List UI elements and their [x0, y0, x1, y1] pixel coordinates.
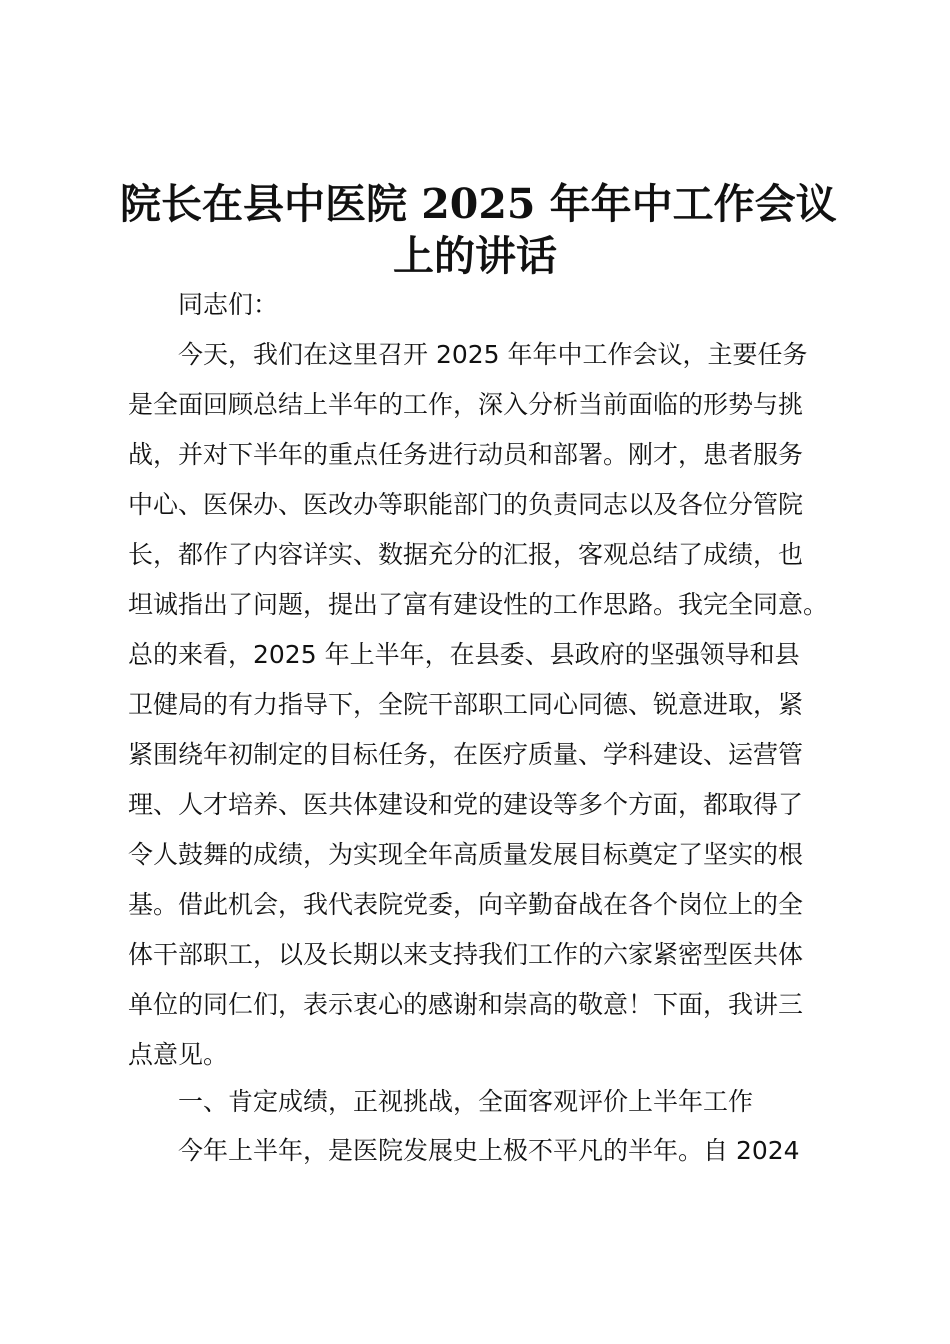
paragraph-line: 今年上半年，是医院发展史上极不平凡的半年。自 2024 [178, 1136, 800, 1165]
paragraph-line: 是全面回顾总结上半年的工作，深入分析当前面临的形势与挑 [128, 390, 804, 419]
paragraph-line: 单位的同仁们，表示衷心的感谢和崇高的敬意！下面，我讲三 [128, 990, 804, 1019]
paragraph-line: 长，都作了内容详实、数据充分的汇报，客观总结了成绩，也 [128, 540, 804, 569]
paragraph-line: 紧围绕年初制定的目标任务，在医疗质量、学科建设、运营管 [128, 740, 804, 769]
paragraph-line: 战，并对下半年的重点任务进行动员和部署。刚才，患者服务 [128, 440, 804, 469]
paragraph-line: 卫健局的有力指导下，全院干部职工同心同德、锐意进取，紧 [128, 690, 804, 719]
paragraph-line: 今天，我们在这里召开 2025 年年中工作会议，主要任务 [178, 340, 808, 369]
paragraph-line: 体干部职工，以及长期以来支持我们工作的六家紧密型医共体 [128, 940, 804, 969]
paragraph-line: 理、人才培养、医共体建设和党的建设等多个方面，都取得了 [128, 790, 804, 819]
paragraph-line: 令人鼓舞的成绩，为实现全年高质量发展目标奠定了坚实的根 [128, 840, 804, 869]
paragraph-line: 坦诚指出了问题，提出了富有建设性的工作思路。我完全同意。 [128, 590, 829, 619]
paragraph-section-1 [128, 1126, 840, 1176]
document-title [120, 178, 837, 282]
paragraph-line: 总的来看，2025 年上半年，在县委、县政府的坚强领导和县 [128, 640, 800, 669]
paragraph-line: 点意见。 [128, 1040, 229, 1069]
paragraph-line: 中心、医保办、医改办等职能部门的负责同志以及各位分管院 [128, 490, 804, 519]
title-line-1: 院长在县中医院 2025 年年中工作会议 [120, 180, 837, 228]
salutation: 同志们： [178, 290, 279, 319]
section-heading-1: 一、肯定成绩，正视挑战，全面客观评价上半年工作 [178, 1087, 754, 1116]
title-line-2: 上的讲话 [393, 232, 557, 280]
paragraph-line: 基。借此机会，我代表院党委，向辛勤奋战在各个岗位上的全 [128, 890, 804, 919]
paragraph-intro [128, 330, 840, 1080]
